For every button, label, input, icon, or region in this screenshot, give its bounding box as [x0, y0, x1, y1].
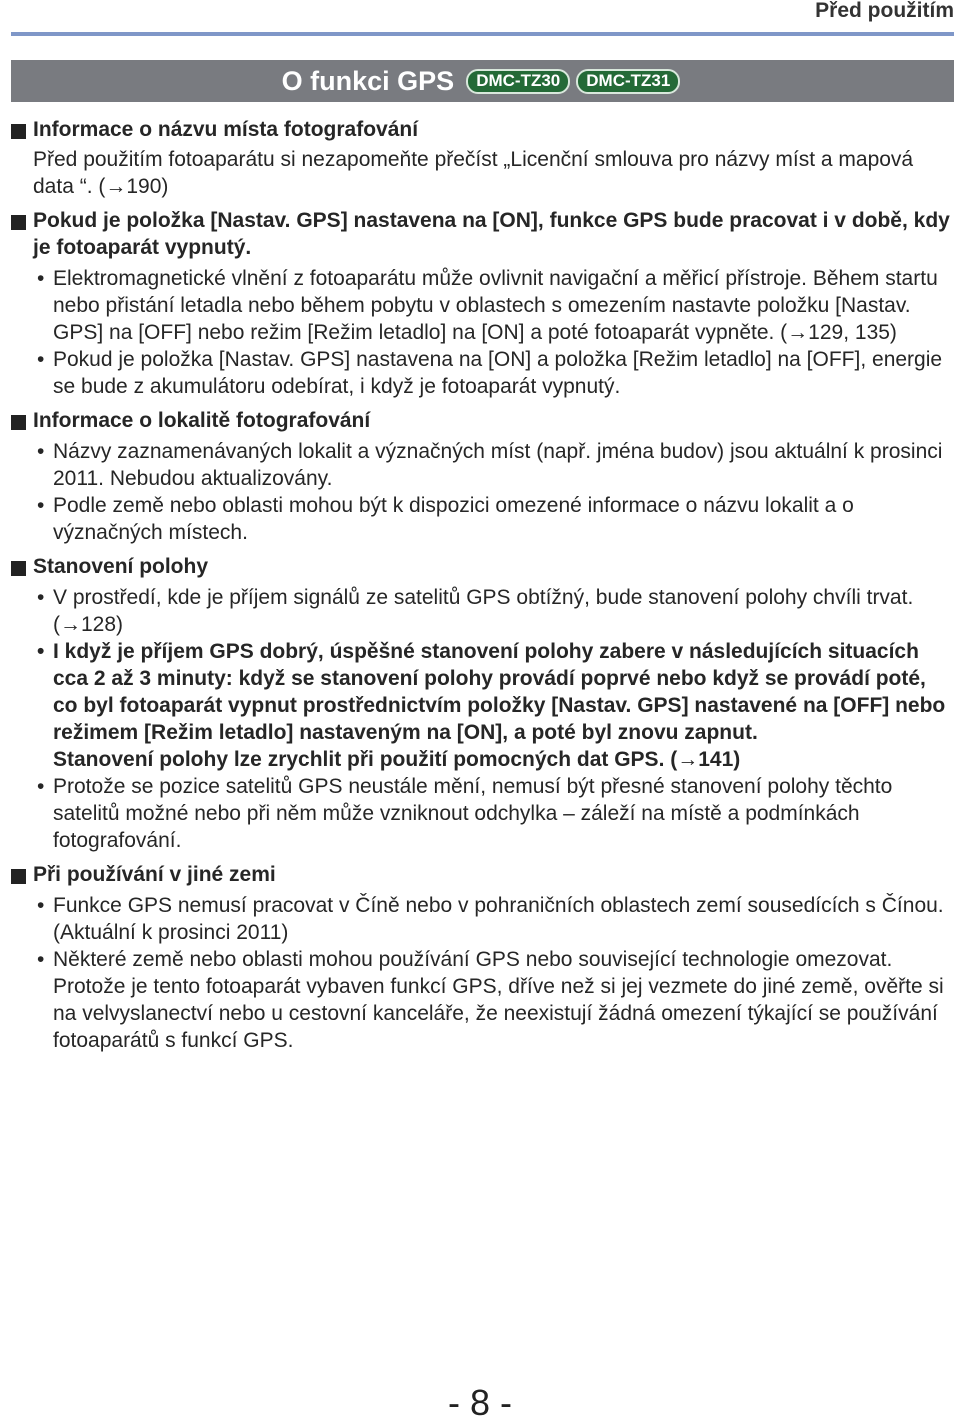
bullet-subtext: Stanovení polohy lze zrychlit při použití pomocných dat GPS. (→141)	[53, 748, 741, 771]
page-title: O funkci GPS	[281, 65, 455, 96]
bullet-text: Funkce GPS nemusí pracovat v Číně nebo v pohraničních oblastech zemí sousedících s Čínou. (Aktuální k prosinci 2011)	[53, 894, 944, 944]
bullet-text: Elektromagnetické vlnění z fotoaparátu může ovlivnit navigační a měřicí přístroje. Během startu nebo přistání letadla nebo během pobytu v oblastech s omezením nastavte položku [Nastav. GPS] na [OFF] nebo režim [Režim letadlo] na [ON] a poté fotoaparát vypněte. (→129, 135)	[53, 267, 938, 344]
square-bullet-icon	[11, 869, 26, 884]
section-heading	[11, 553, 956, 580]
section-heading-text: Při používání v jiné zemi	[33, 863, 276, 886]
section-heading-text: Informace o lokalitě fotografování	[33, 409, 371, 432]
bullet-item	[11, 773, 956, 854]
bullet-text: Podle země nebo oblasti mohou být k dispozici omezené informace o názvu lokalit a o význačných místech.	[53, 494, 854, 544]
section-heading	[11, 861, 956, 888]
bullet-item	[11, 946, 956, 1054]
section-header: Před použitím	[815, 0, 954, 22]
section-heading-text: Pokud je položka [Nastav. GPS] nastavena na [ON], funkce GPS bude pracovat i v době, kdy je fotoaparát vypnutý.	[33, 209, 950, 259]
bullet-list	[11, 438, 956, 546]
square-bullet-icon	[11, 561, 26, 576]
section-heading-text: Informace o názvu místa fotografování	[33, 118, 419, 141]
bullet-text: Pokud je položka [Nastav. GPS] nastavena na [ON] a položka [Režim letadlo] na [OFF], energie se bude z akumulátoru odebírat, i když je fotoaparát vypnutý.	[53, 348, 943, 398]
bullet-text: Názvy zaznamenávaných lokalit a význačných míst (např. jména budov) jsou aktuální k prosinci 2011. Nebudou aktualizovány.	[53, 440, 943, 490]
section-paragraph: Před použitím fotoaparátu si nezapomeňte přečíst „Licenční smlouva pro názvy míst a mapová data “. (→190)	[33, 148, 914, 198]
bullet-item	[11, 492, 956, 546]
bullet-item	[11, 265, 956, 346]
square-bullet-icon	[11, 215, 26, 230]
bullet-dot-icon: •	[37, 640, 45, 663]
bullet-text: Protože se pozice satelitů GPS neustále mění, nemusí být přesné stanovení polohy těchto satelitů možné nebo při něm může vzniknout odchylka – záleží na místě a podmínkách fotografování.	[53, 775, 893, 852]
bullet-item	[11, 892, 956, 946]
title-bar	[11, 60, 954, 102]
square-bullet-icon	[11, 415, 26, 430]
bullet-list	[11, 265, 956, 400]
bullet-item	[11, 584, 956, 638]
page-number: - 8 -	[447, 1382, 512, 1423]
model-badge-tz30: DMC-TZ30	[466, 69, 570, 94]
section-heading	[11, 207, 956, 261]
header-divider	[11, 32, 954, 36]
bullet-dot-icon: •	[37, 586, 45, 609]
bullet-list	[11, 892, 956, 1054]
bullet-dot-icon: •	[37, 440, 45, 463]
bullet-text: Některé země nebo oblasti mohou používání GPS nebo související technologie omezovat. Protože je tento fotoaparát vybaven funkcí GPS, dříve než si jej vezmete do jiné země, ověřte si na velvyslanectví nebo u cestovní kanceláře, že neexistují žádná omezení týkající se používání fotoaparátů s funkcí GPS.	[53, 948, 944, 1052]
main-content	[11, 116, 956, 1054]
section-heading	[11, 116, 956, 143]
bullet-item	[11, 638, 956, 773]
bullet-dot-icon: •	[37, 267, 45, 290]
bullet-item	[11, 438, 956, 492]
square-bullet-icon	[11, 124, 26, 139]
model-badge-tz31: DMC-TZ31	[576, 69, 680, 94]
bullet-dot-icon: •	[37, 494, 45, 517]
bullet-dot-icon: •	[37, 894, 45, 917]
section-heading	[11, 407, 956, 434]
bullet-item	[11, 346, 956, 400]
bullet-dot-icon: •	[37, 775, 45, 798]
bullet-text: V prostředí, kde je příjem signálů ze satelitů GPS obtížný, bude stanovení polohy chvíli trvat. (→128)	[53, 586, 914, 636]
bullet-dot-icon: •	[37, 348, 45, 371]
bullet-text: I když je příjem GPS dobrý, úspěšné stanovení polohy zabere v následujících situacích cca 2 až 3 minuty: když se stanovení polohy provádí poprvé nebo když se provádí poté, co byl fotoaparát vypnut prostřednictvím položky [Nastav. GPS] nastavené na [OFF] nebo režimem [Režim letadlo] nastaveným na [ON], a poté byl znovu zapnut.	[53, 640, 946, 744]
section-heading-text: Stanovení polohy	[33, 555, 209, 578]
bullet-dot-icon: •	[37, 948, 45, 971]
bullet-list	[11, 584, 956, 854]
